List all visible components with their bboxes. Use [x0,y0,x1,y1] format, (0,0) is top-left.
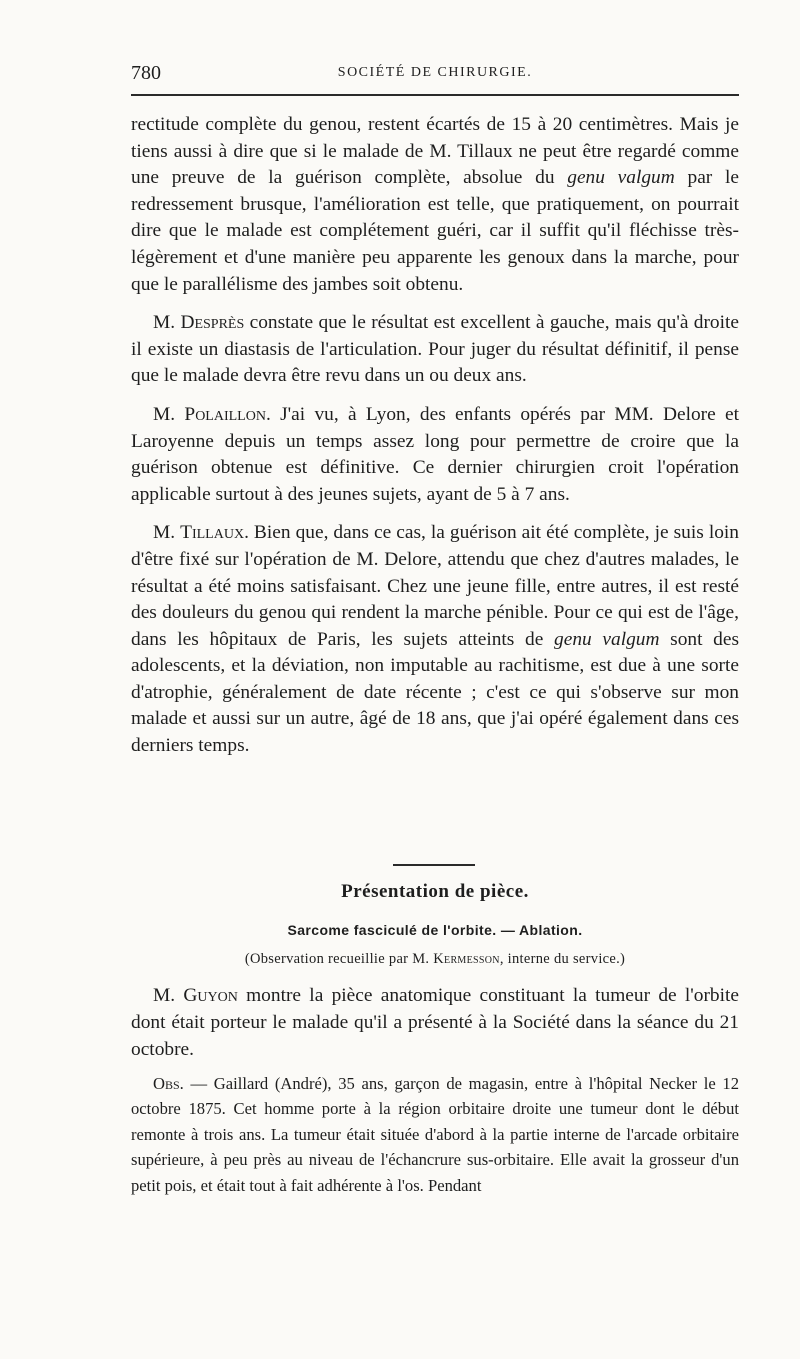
running-title: SOCIÉTÉ DE CHIRURGIE. [337,65,533,80]
page-header [131,62,739,86]
speaker-name: Polaillon [184,403,266,425]
header-rule [131,94,739,96]
speaker-name: Tillaux [180,522,245,544]
section-title: Présentation de pièce. [341,881,529,902]
section-divider [393,864,475,866]
paragraph-despres: M. Desprès constate que le résultat est excellent à gauche, mais qu'à droite il existe un diastasis de l'articulation. Pour juger du résultat définitif, il pense que le malade devra être revu dans un ou deux ans. [131,312,740,387]
paragraph-polaillon: M. Polaillon. J'ai vu, à Lyon, des enfants opérés par MM. Delore et Laroyenne depuis un temps assez long pour permettre de croire que la guérison obtenue est définitive. Ce dernier chirurgien croit l'opération applicable surtout à des jeunes sujets, ayant de 5 à 7 ans. [131,403,740,505]
paragraph-tillaux: M. Tillaux. Bien que, dans ce cas, la guérison ait été complète, je suis loin d'être fixé sur l'opération de M. Delore, attendu que chez d'autres malades, le résultat a été moins satisfaisant. Chez une jeune fille, entre autres, il est resté des douleurs du genou qui rendent la marche pénible. Pour ce qui est de l'âge, dans les hôpitaux de Paris, les sujets atteints de genu valgum sont des adolescents, et la déviation, non imputable au rachitisme, est due à une sorte d'atrophie, généralement de date récente ; c'est ce qui s'observe sur mon malade et aussi sur un autre, âgé de 18 ans, que j'ai opéré également dans ces derniers temps. [131,522,740,757]
speaker-name: Guyon [183,985,238,1006]
speaker-name: Desprès [180,312,245,334]
discussion-text [131,112,739,760]
page-number: 780 [131,62,161,84]
section-subtitle: Sarcome fasciculé de l'orbite. — Ablation. [287,922,583,938]
paragraph-guyon: M. Guyon montre la pièce anatomique constituant la tumeur de l'orbite dont était porteur le malade qu'il a présenté à la Société dans la séance du 21 octobre. [131,985,740,1060]
observation-note: (Observation recueillie par M. Kermesson, interne du service.) [244,951,626,967]
observation-paragraph: Obs. — Gaillard (André), 35 ans, garçon de magasin, entre à l'hôpital Necker le 12 octobre 1875. Cet homme porte à la région orbitaire droite une tumeur dont le début remonte à trois ans. La tumeur était située d'abord à la partie interne de l'arcade orbitaire supérieure, à peu près au niveau de l'échancrure sus-orbitaire. Elle avait la grosseur d'un petit pois, et était tout à fait adhérente à l'os. Pendant [131,1074,739,1195]
obs-label: Obs. [153,1074,184,1093]
paragraph-continuation: rectitude complète du genou, restent écartés de 15 à 20 centimètres. Mais je tiens aussi à dire que si le malade de M. Tillaux ne peut être regardé comme une preuve de la guérison complète, absolue du genu valgum par le redressement brusque, l'amélioration est telle, que pratiquement, on pourrait dire que le malade est complétement guéri, car il suffit qu'il fléchisse très-légèrement et d'une manière peu apparente les genoux dans la marche, pour que le parallélisme des jambes soit obtenu. [131,114,739,295]
